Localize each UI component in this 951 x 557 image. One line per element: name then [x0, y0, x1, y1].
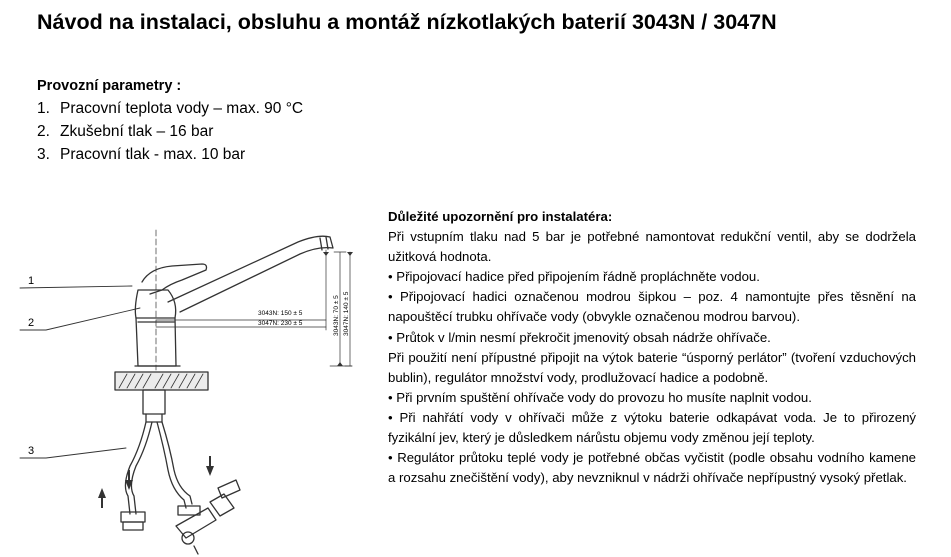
parameter-item: [37, 143, 303, 166]
callout-3: 3: [28, 445, 35, 457]
page-title: Návod na instalaci, obsluhu a montáž nízkotlakých baterií 3043N / 3047N: [37, 10, 777, 34]
dim-label-3047n-vertical: 3047N: 140 ± 5: [343, 291, 350, 336]
note-bullet: • Průtok v l/min nesmí překročit jmenovitý obsah nádrže ohřívače.: [388, 328, 916, 348]
note-bullet: • Při prvním spuštění ohřívače vody do provozu ho musíte naplnit vodou.: [388, 388, 916, 408]
notes-heading: Důležité upozornění pro instalatéra:: [388, 209, 613, 224]
parameter-text: Pracovní tlak - max. 10 bar: [60, 146, 246, 163]
callout-1: 1: [28, 275, 35, 287]
parameter-text: Pracovní teplota vody – max. 90 °C: [60, 100, 304, 117]
note-bullet: • Připojovací hadici označenou modrou šipkou – poz. 4 namontujte přes těsnění na napouštěcí trubku ohřívače vody (obvykle označenou modrou barvou).: [388, 287, 916, 327]
parameter-text: Zkušební tlak – 16 bar: [60, 123, 214, 140]
parameter-number: 1.: [37, 100, 50, 117]
parameter-item: [37, 97, 303, 120]
faucet-installation-drawing: [0, 190, 380, 557]
dim-label-3043n-horizontal: 3043N: 150 ± 5: [258, 310, 303, 317]
callout-2: 2: [28, 317, 35, 329]
note-paragraph: Při použití není přípustné připojit na výtok baterie “úsporný perlátor” (tvoření vzduchových bublin), regulátor množství vody, prodlužovací hadice a podobně.: [388, 349, 916, 385]
parameters-list: [37, 97, 303, 166]
parameters-heading: Provozní parametry :: [37, 78, 182, 94]
parameter-number: 3.: [37, 146, 50, 163]
note-paragraph: Při vstupním tlaku nad 5 bar je potřebné namontovat redukční ventil, aby se dodržela užitková hodnota.: [388, 229, 916, 265]
parameter-item: [37, 120, 303, 143]
note-bullet: • Při nahřátí vody v ohřívači může z výtoku baterie odkapávat voda. Je to přirozený fyzikální jev, který je důsledkem nárůstu objemu vody změnou její teploty.: [388, 408, 916, 448]
dim-label-3047n-horizontal: 3047N: 230 ± 5: [258, 320, 303, 327]
parameter-number: 2.: [37, 123, 50, 140]
dim-label-3043n-vertical: 3043N: 70 ± 5: [333, 295, 340, 336]
note-bullet: • Regulátor průtoku teplé vody je potřebné občas vyčistit (podle obsahu vodního kamene a rozsahu znečištění vody), aby nevzniknul v nádrži ohřívače nepřípustný vysoký přetlak.: [388, 448, 916, 488]
note-bullet: • Připojovací hadice před připojením řádně propláchněte vodou.: [388, 267, 916, 287]
installer-notes: [388, 207, 916, 488]
